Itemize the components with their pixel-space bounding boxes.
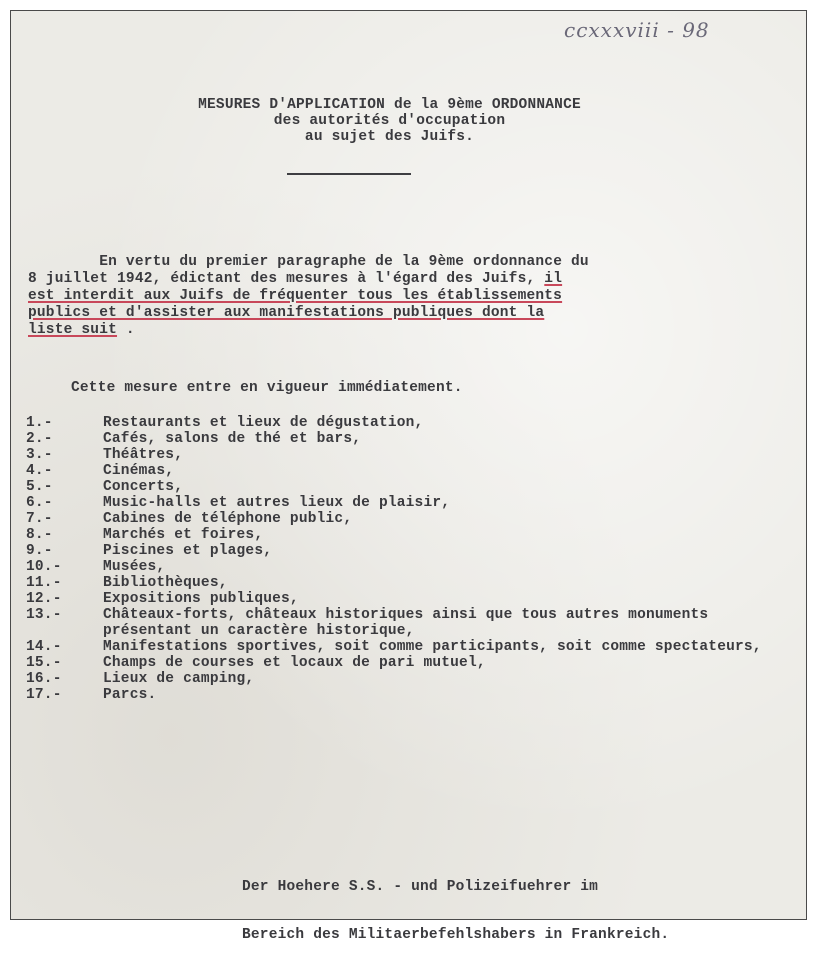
list-item xyxy=(26,447,806,463)
list-item xyxy=(26,543,806,559)
intro-line-5-text: . xyxy=(117,322,135,338)
list-item-number: 9.- xyxy=(26,543,53,559)
signature-line-1: Der Hoehere S.S. - und Polizeifuehrer im xyxy=(242,879,599,895)
list-item-text: Cafés, salons de thé et bars, xyxy=(103,431,362,447)
list-item-text: Lieux de camping, xyxy=(103,671,255,687)
list-item-text: Cabines de téléphone public, xyxy=(103,511,353,527)
intro-line-4: publics et d'assister aux manifestations publiques dont la xyxy=(28,305,545,321)
list-item-text: Théâtres, xyxy=(103,447,184,463)
signature-block xyxy=(242,847,669,975)
intro-line-5 xyxy=(28,322,788,339)
list-item-text: Piscines et plages, xyxy=(103,543,273,559)
list-item-number: 13.- xyxy=(26,607,62,623)
list-item-text: Cinémas, xyxy=(103,463,175,479)
prohibited-places-list xyxy=(26,415,806,703)
intro-paragraph xyxy=(28,254,788,339)
list-item-text: Restaurants et lieux de dégustation, xyxy=(103,415,424,431)
intro-line-2-underlined: il xyxy=(544,271,563,287)
list-item xyxy=(26,495,806,511)
list-item xyxy=(26,639,806,655)
list-item-number: 5.- xyxy=(26,479,53,495)
list-item-number: 7.- xyxy=(26,511,53,527)
list-item xyxy=(26,591,806,607)
list-item-number: 1.- xyxy=(26,415,53,431)
intro-line-2 xyxy=(28,271,788,288)
list-item-text: Manifestations sportives, soit comme participants, soit comme spectateurs, xyxy=(103,639,762,655)
document-title xyxy=(11,97,768,145)
list-item-number: 17.- xyxy=(26,687,62,703)
list-item-text: Musées, xyxy=(103,559,166,575)
measure-statement: Cette mesure entre en vigueur immédiatement. xyxy=(71,380,463,396)
list-item xyxy=(26,527,806,543)
archive-reference: ccxxxviii - 98 xyxy=(564,18,710,42)
list-item xyxy=(26,559,806,575)
list-item xyxy=(26,687,806,703)
list-item xyxy=(26,415,806,431)
intro-line-3: est interdit aux Juifs de fréquenter tous les établissements xyxy=(28,288,563,304)
list-item xyxy=(26,671,806,687)
list-item xyxy=(26,655,806,671)
list-item-number: 6.- xyxy=(26,495,53,511)
list-item-text: Music-halls et autres lieux de plaisir, xyxy=(103,495,451,511)
list-item-number: 3.- xyxy=(26,447,53,463)
list-item-number: 15.- xyxy=(26,655,62,671)
list-item-text: Concerts, xyxy=(103,479,184,495)
list-item xyxy=(26,479,806,495)
list-item-number: 11.- xyxy=(26,575,62,591)
intro-line-2-text: 8 juillet 1942, édictant des mesures à l'égard des Juifs, xyxy=(28,271,545,287)
list-item-text: Bibliothèques, xyxy=(103,575,228,591)
title-line-2: des autorités d'occupation xyxy=(273,113,506,129)
list-item-number: 12.- xyxy=(26,591,62,607)
list-item-text: Marchés et foires, xyxy=(103,527,264,543)
list-item xyxy=(26,511,806,527)
list-item-text: Châteaux-forts, châteaux historiques ainsi que tous autres monuments présentant un caractère historique, xyxy=(103,607,709,639)
signature-line-2: Bereich des Militaerbefehlshabers in Frankreich. xyxy=(242,927,670,943)
title-line-1: MESURES D'APPLICATION de la 9ème ORDONNANCE xyxy=(198,97,581,113)
list-item xyxy=(26,431,806,447)
list-item xyxy=(26,607,806,639)
title-line-3: au sujet des Juifs. xyxy=(304,129,475,145)
list-item xyxy=(26,575,806,591)
list-item-number: 14.- xyxy=(26,639,62,655)
list-item xyxy=(26,463,806,479)
list-item-number: 16.- xyxy=(26,671,62,687)
document-page xyxy=(10,10,807,943)
intro-line-5-underlined: liste suit xyxy=(28,322,118,338)
list-item-text: Expositions publiques, xyxy=(103,591,299,607)
title-divider xyxy=(287,173,411,175)
intro-line-1-text: En vertu du premier paragraphe de la 9ème ordonnance du xyxy=(99,254,589,270)
list-item-number: 4.- xyxy=(26,463,53,479)
list-item-number: 10.- xyxy=(26,559,62,575)
list-item-text: Parcs. xyxy=(103,687,157,703)
list-item-number: 8.- xyxy=(26,527,53,543)
intro-line-1 xyxy=(28,254,788,271)
list-item-number: 2.- xyxy=(26,431,53,447)
list-item-text: Champs de courses et locaux de pari mutuel, xyxy=(103,655,486,671)
